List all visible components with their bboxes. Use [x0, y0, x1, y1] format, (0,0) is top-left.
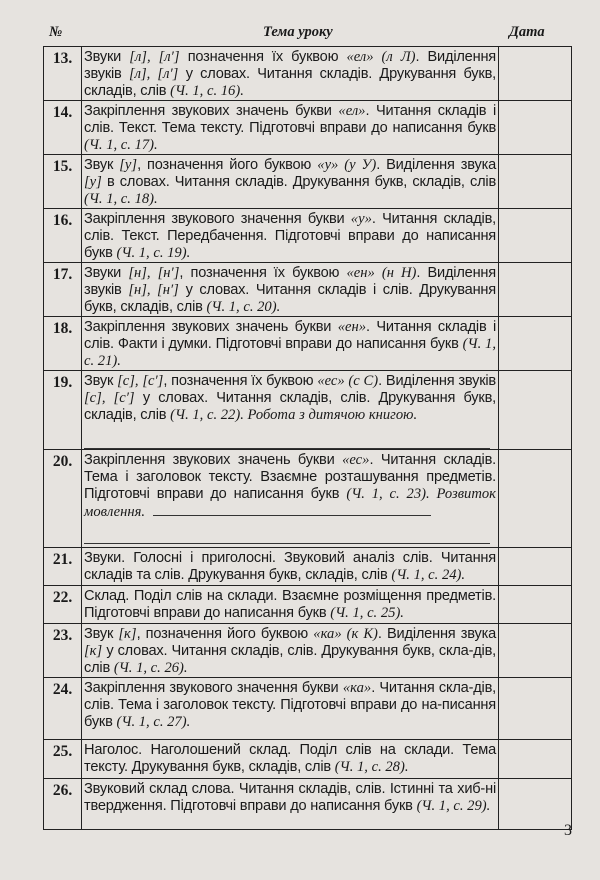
italic-fragment: [н], [н′] [128, 265, 180, 281]
text-fragment: Закріплення звукових значень букви [84, 452, 343, 468]
text-fragment: . Читання складів і слів. Факти і думки. Підготовчі вправи до написання букв [84, 319, 497, 352]
header-date: Дата [509, 24, 545, 40]
lesson-topic [82, 317, 499, 371]
lesson-topic-text [84, 626, 496, 677]
italic-fragment: «ес» (с С) [317, 373, 379, 389]
text-fragment: . Виділення звука [377, 626, 496, 642]
italic-fragment: [с], [с′] [84, 390, 135, 406]
italic-fragment: «ка» [342, 680, 372, 696]
text-fragment: у словах. Читання складів. Друкування букв, складів, слів [84, 66, 496, 99]
text-fragment: , позначення їх буквою [179, 265, 347, 281]
lesson-date-cell[interactable] [499, 101, 572, 155]
lesson-number: 20. [44, 450, 82, 548]
table-row [44, 548, 572, 586]
lesson-number: 25. [44, 740, 82, 779]
lesson-topic-text [84, 157, 496, 208]
lesson-topic-text [84, 781, 496, 815]
italic-fragment: «ел» [338, 103, 366, 119]
lesson-topic [82, 586, 499, 624]
text-fragment: . Читання складів. Тема і заголовок тексту. Взаємне розташування предметів. Підготовчі вправи до написання букв [84, 452, 496, 502]
lesson-number: 15. [44, 155, 82, 209]
lesson-topic-text [84, 211, 496, 262]
italic-fragment: [л], [л′] [128, 66, 179, 82]
italic-fragment: [у] [119, 157, 138, 173]
italic-fragment: (Ч. 1, с. 28). [334, 759, 409, 775]
lesson-number: 23. [44, 624, 82, 678]
italic-fragment: (Ч. 1, с. 27). [116, 714, 191, 730]
text-fragment: . Читання скла-дів, слів. Тема і заголовок тексту. Підготовчі вправи до на-писання букв [84, 680, 496, 730]
lesson-number: 24. [44, 678, 82, 740]
text-fragment: Закріплення звукових значень букви [84, 103, 339, 119]
italic-fragment: «ен» [337, 319, 367, 335]
text-fragment: Звуки [84, 265, 129, 281]
text-fragment: Склад. Поділ слів на склади. Взаємне розміщення предметів. Підготовчі вправи до написання букв [84, 588, 496, 621]
lesson-number: 17. [44, 263, 82, 317]
header-topic: Тема уроку [263, 24, 333, 40]
lesson-number: 22. [44, 586, 82, 624]
lesson-topic-text [84, 265, 496, 316]
fill-in-line [84, 543, 490, 544]
lesson-date-cell[interactable] [499, 263, 572, 317]
lesson-number: 19. [44, 371, 82, 450]
text-fragment: Звуковий склад слова. Читання складів, слів. Істинні та хиб-ні твердження. Підготовчі вправи до написання букв [84, 781, 496, 814]
lesson-date-cell[interactable] [499, 450, 572, 548]
lesson-topic [82, 101, 499, 155]
text-fragment: Закріплення звукового значення букви [84, 211, 351, 227]
italic-fragment: (Ч. 1, с. 16). [170, 83, 244, 99]
text-fragment: у словах. Читання складів, слів. Друкування букв, скла-дів, слів [84, 643, 496, 676]
text-fragment: , позначення його буквою [137, 157, 318, 173]
lessons-table [43, 46, 572, 830]
lesson-topic-text [84, 49, 496, 100]
lesson-topic-text [84, 550, 496, 584]
table-row [44, 779, 572, 830]
text-fragment: . Виділення звука [376, 157, 496, 173]
lesson-topic-text [84, 103, 496, 154]
table-row [44, 101, 572, 155]
lesson-topic-text [84, 452, 496, 521]
lesson-topic-text [84, 319, 496, 370]
italic-fragment: [н], [н′] [128, 282, 179, 298]
italic-fragment: (Ч. 1, с. 25). [330, 605, 404, 621]
lesson-date-cell[interactable] [499, 586, 572, 624]
lesson-number: 13. [44, 47, 82, 101]
lesson-date-cell[interactable] [499, 155, 572, 209]
text-fragment: . Виділення звуків [378, 373, 496, 389]
lesson-topic-text [84, 588, 496, 622]
header-number: № [49, 24, 63, 40]
table-row [44, 740, 572, 779]
italic-fragment: [с], [с′] [117, 373, 164, 389]
lesson-number: 16. [44, 209, 82, 263]
text-fragment: позначення їх буквою [179, 49, 347, 65]
lesson-topic [82, 548, 499, 586]
lesson-date-cell[interactable] [499, 678, 572, 740]
lesson-number: 21. [44, 548, 82, 586]
lesson-topic [82, 263, 499, 317]
fill-in-line [153, 503, 431, 516]
text-fragment: Звуки. Голосні і приголосні. Звуковий аналіз слів. Читання складів та слів. Друкування букв, складів, слів [84, 550, 496, 583]
text-fragment: , позначення їх буквою [163, 373, 318, 389]
lesson-topic [82, 47, 499, 101]
lesson-topic [82, 371, 499, 450]
italic-fragment: (Ч. 1, с. 22). Робота з дитячою книгою. [170, 407, 418, 423]
lesson-topic-text [84, 742, 496, 776]
italic-fragment: [л], [л′] [129, 49, 180, 65]
text-fragment: Закріплення звукового значення букви [84, 680, 343, 696]
table-row [44, 450, 572, 548]
text-fragment: . Читання складів і слів. Текст. Тема тексту. Підготовчі вправи до написання букв [84, 103, 496, 136]
italic-fragment: (Ч. 1, с. 23). Розвиток мовлення. [84, 486, 496, 520]
lesson-topic [82, 209, 499, 263]
lesson-topic [82, 624, 499, 678]
italic-fragment: «ес» [342, 452, 370, 468]
italic-fragment: [к] [118, 626, 137, 642]
italic-fragment: (Ч. 1, с. 20). [206, 299, 281, 315]
table-row [44, 678, 572, 740]
table-header [43, 20, 569, 46]
lesson-date-cell[interactable] [499, 740, 572, 779]
italic-fragment: «у» [350, 211, 372, 227]
lesson-topic [82, 740, 499, 779]
lesson-number: 26. [44, 779, 82, 830]
table-row [44, 263, 572, 317]
table-row [44, 586, 572, 624]
text-fragment: Звуки [84, 49, 130, 65]
italic-fragment: (Ч. 1, с. 18). [84, 191, 158, 207]
italic-fragment: (Ч. 1, с. 26). [113, 660, 188, 676]
text-fragment: в словах. Читання складів. Друкування букв, складів, слів [101, 174, 496, 190]
table-row [44, 317, 572, 371]
lesson-number: 18. [44, 317, 82, 371]
lesson-topic-text [84, 373, 496, 424]
text-fragment: , позначення його буквою [136, 626, 314, 642]
lesson-topic [82, 678, 499, 740]
italic-fragment: (Ч. 1, с. 24). [391, 567, 466, 583]
italic-fragment: [у] [84, 174, 102, 190]
italic-fragment: (Ч. 1, с. 21). [84, 336, 496, 369]
italic-fragment: «ел» (л Л) [346, 49, 416, 65]
lesson-date-cell[interactable] [499, 779, 572, 830]
table-row [44, 371, 572, 450]
lesson-topic [82, 450, 499, 548]
text-fragment: у словах. Читання складів і слів. Друкування букв, складів, слів [84, 282, 496, 315]
italic-fragment: [к] [84, 643, 103, 659]
text-fragment: Закріплення звукових значень букви [84, 319, 338, 335]
lesson-date-cell[interactable] [499, 624, 572, 678]
italic-fragment: (Ч. 1, с. 17). [84, 137, 158, 153]
table-row [44, 47, 572, 101]
table-row [44, 624, 572, 678]
page-number: 3 [564, 822, 572, 839]
text-fragment: . Виділення звуків [84, 49, 497, 82]
text-fragment: . Читання складів, слів. Текст. Передбачення. Підготовчі вправи до написання букв [84, 211, 496, 261]
lesson-topic [82, 155, 499, 209]
table-row [44, 155, 572, 209]
lesson-date-cell[interactable] [499, 371, 572, 450]
lesson-number: 14. [44, 101, 82, 155]
text-fragment: Звук [84, 157, 120, 173]
text-fragment: . Виділення звуків [84, 265, 496, 298]
text-fragment: Звук [84, 626, 119, 642]
text-fragment: Наголос. Наголошений склад. Поділ слів на склади. Тема тексту. Друкування букв, складів, слів [84, 742, 496, 775]
lesson-date-cell[interactable] [499, 317, 572, 371]
lesson-date-cell[interactable] [499, 47, 572, 101]
italic-fragment: «у» (у У) [317, 157, 377, 173]
lesson-date-cell[interactable] [499, 548, 572, 586]
italic-fragment: (Ч. 1, с. 29). [416, 798, 491, 814]
italic-fragment: «ен» (н Н) [346, 265, 417, 281]
text-fragment: у словах. Читання складів, слів. Друкування букв, складів, слів [84, 390, 496, 423]
lesson-topic-text [84, 680, 496, 731]
italic-fragment: (Ч. 1, с. 19). [116, 245, 191, 261]
table-row [44, 209, 572, 263]
lesson-topic [82, 779, 499, 830]
text-fragment: Звук [84, 373, 118, 389]
italic-fragment: «ка» (к К) [313, 626, 378, 642]
lesson-date-cell[interactable] [499, 209, 572, 263]
